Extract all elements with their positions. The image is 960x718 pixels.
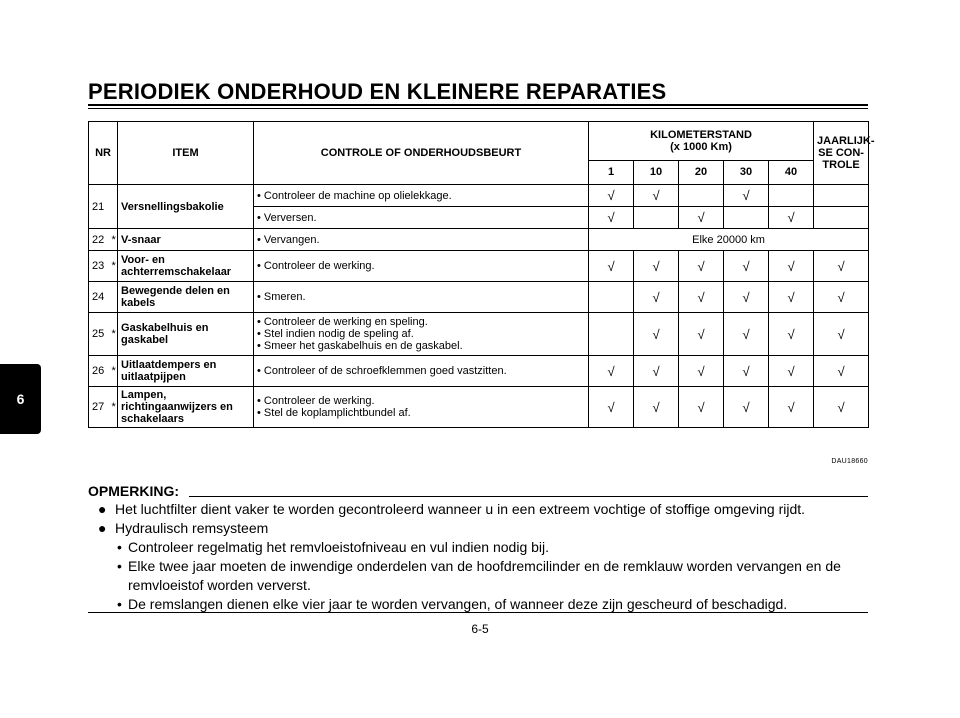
- bullet-icon: •: [117, 558, 122, 574]
- table-row: [89, 282, 869, 313]
- check-mark: √: [679, 207, 724, 229]
- check-mark: √: [589, 356, 634, 387]
- header-item: ITEM: [118, 122, 254, 185]
- header-check: CONTROLE OF ONDERHOUDSBEURT: [254, 122, 589, 185]
- row-star: [109, 185, 118, 229]
- empty-cell: [769, 185, 814, 207]
- row-item: Versnellingsbakolie: [118, 185, 254, 229]
- empty-cell: [634, 207, 679, 229]
- row-number: 24: [89, 282, 109, 313]
- row-check: • Controleer de werking.: [254, 251, 589, 282]
- check-mark: √: [769, 207, 814, 229]
- notes-list: [88, 500, 868, 614]
- check-mark: √: [814, 282, 869, 313]
- check-mark: √: [634, 251, 679, 282]
- row-check: • Verversen.: [254, 207, 589, 229]
- header-km-sub: (x 1000 Km): [670, 140, 732, 153]
- check-mark: √: [634, 282, 679, 313]
- table-body: [89, 185, 869, 428]
- empty-cell: [724, 207, 769, 229]
- check-mark: √: [724, 282, 769, 313]
- row-check: • Controleer de werking en speling. • Stel indien nodig de speling af. • Smeer het gaskabelhuis en de gaskabel.: [254, 313, 589, 356]
- header-km-col: 20: [679, 160, 724, 184]
- check-mark: √: [589, 251, 634, 282]
- row-number: 23: [89, 251, 109, 282]
- note-rule-top: [189, 496, 868, 497]
- title-rule: [88, 104, 868, 109]
- check-mark: √: [679, 387, 724, 428]
- check-mark: √: [679, 251, 724, 282]
- maintenance-table: [88, 121, 875, 428]
- row-item: Lampen, richtingaanwijzers en schakelaars: [118, 387, 254, 428]
- header-km-col: 10: [634, 160, 679, 184]
- bullet-icon: ●: [98, 520, 107, 536]
- row-number: 25: [89, 313, 109, 356]
- table-row: [89, 387, 869, 428]
- check-mark: √: [634, 185, 679, 207]
- check-mark: √: [679, 313, 724, 356]
- note-heading: OPMERKING:: [88, 483, 179, 499]
- check-mark: √: [724, 356, 769, 387]
- check-mark: √: [679, 356, 724, 387]
- header-km-title: KILOMETERSTAND: [650, 128, 752, 141]
- check-mark: √: [589, 207, 634, 229]
- check-mark: √: [769, 251, 814, 282]
- empty-cell: [679, 185, 724, 207]
- note-subitem: [88, 538, 868, 557]
- row-star: *: [109, 229, 118, 251]
- header-km-col: 1: [589, 160, 634, 184]
- row-star: [109, 282, 118, 313]
- check-mark: √: [814, 313, 869, 356]
- empty-cell: [589, 313, 634, 356]
- header-nr: NR: [89, 122, 118, 185]
- row-number: 27: [89, 387, 109, 428]
- row-item: Bewegende delen en kabels: [118, 282, 254, 313]
- check-mark: √: [769, 356, 814, 387]
- row-star: *: [109, 251, 118, 282]
- header-km: [589, 122, 814, 161]
- check-mark: √: [724, 387, 769, 428]
- check-mark: √: [634, 387, 679, 428]
- bullet-icon: •: [117, 539, 122, 555]
- note-rule-bottom: [88, 612, 868, 613]
- note-subtext: Controleer regelmatig het remvloeistofniveau en vul indien nodig bij.: [128, 539, 550, 555]
- header-annual: JAARLIJK-SE CON-TROLE: [814, 122, 869, 185]
- page-title: PERIODIEK ONDERHOUD EN KLEINERE REPARATIES: [88, 79, 667, 104]
- document-code: DAU18660: [831, 458, 868, 465]
- empty-cell: [589, 282, 634, 313]
- row-check: • Smeren.: [254, 282, 589, 313]
- note-text: Het luchtfilter dient vaker te worden gecontroleerd wanneer u in een extreem vochtige of stoffige omgeving rijdt.: [115, 501, 806, 517]
- check-mark: √: [769, 313, 814, 356]
- note-subitem: [88, 557, 868, 595]
- check-mark: √: [814, 387, 869, 428]
- row-check: • Controleer de machine op olielekkage.: [254, 185, 589, 207]
- row-number: 22: [89, 229, 109, 251]
- check-mark: √: [769, 387, 814, 428]
- row-item: Uitlaatdempers en uitlaatpijpen: [118, 356, 254, 387]
- chapter-tab: 6: [0, 364, 41, 434]
- row-check: • Controleer de werking. • Stel de koplamplichtbundel af.: [254, 387, 589, 428]
- check-mark: √: [769, 282, 814, 313]
- row-star: *: [109, 313, 118, 356]
- note-item: [88, 519, 868, 538]
- row-interval: Elke 20000 km: [589, 229, 869, 251]
- page-number: 6-5: [471, 622, 489, 636]
- empty-cell: [814, 185, 869, 207]
- check-mark: √: [589, 387, 634, 428]
- table-row: [89, 356, 869, 387]
- table-row: [89, 251, 869, 282]
- row-check: • Vervangen.: [254, 229, 589, 251]
- note-subtext: De remslangen dienen elke vier jaar te worden vervangen, of wanneer deze zijn gescheurd of beschadigd.: [128, 596, 788, 612]
- table-row: [89, 185, 869, 207]
- row-number: 26: [89, 356, 109, 387]
- check-mark: √: [814, 251, 869, 282]
- row-item: Voor- en achterremschakelaar: [118, 251, 254, 282]
- header-km-col: 30: [724, 160, 769, 184]
- row-item: V-snaar: [118, 229, 254, 251]
- row-number: 21: [89, 185, 109, 229]
- row-star: *: [109, 356, 118, 387]
- note-item: [88, 500, 868, 519]
- check-mark: √: [724, 313, 769, 356]
- table-row: [89, 229, 869, 251]
- row-check: • Controleer of de schroefklemmen goed vastzitten.: [254, 356, 589, 387]
- bullet-icon: ●: [98, 501, 107, 517]
- check-mark: √: [679, 282, 724, 313]
- table-row: [89, 313, 869, 356]
- check-mark: √: [634, 356, 679, 387]
- note-text: Hydraulisch remsysteem: [115, 520, 269, 536]
- check-mark: √: [634, 313, 679, 356]
- check-mark: √: [724, 251, 769, 282]
- row-star: *: [109, 387, 118, 428]
- row-item: Gaskabelhuis en gaskabel: [118, 313, 254, 356]
- header-km-col: 40: [769, 160, 814, 184]
- check-mark: √: [724, 185, 769, 207]
- check-mark: √: [814, 356, 869, 387]
- empty-cell: [814, 207, 869, 229]
- note-subtext: Elke twee jaar moeten de inwendige onderdelen van de hoofdremcilinder en de remklauw worden vervangen en de remvloeistof worden ververst.: [128, 558, 841, 593]
- bullet-icon: •: [117, 596, 122, 612]
- check-mark: √: [589, 185, 634, 207]
